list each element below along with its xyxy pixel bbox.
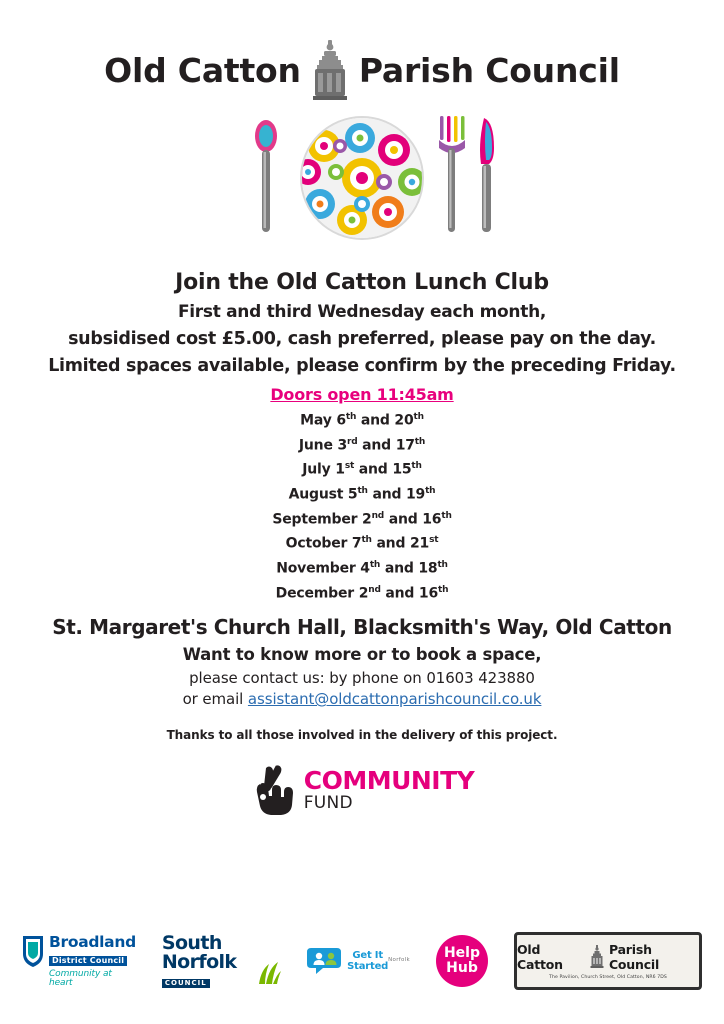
cost-line: subsidised cost £5.00, cash preferred, please pay on the day.: [68, 329, 656, 349]
date-month: May: [300, 412, 332, 429]
date-suffix-2: st: [429, 535, 439, 546]
doors-open-line: Doors open 11:45am: [270, 385, 454, 404]
logo-text-left: Old Catton: [104, 50, 301, 90]
schedule-line: First and third Wednesday each month,: [177, 302, 547, 322]
thanks-line: Thanks to all those involved in the delivery of this project.: [166, 728, 558, 743]
date-suffix-1: th: [361, 535, 372, 546]
community-fund-wordmark: [304, 768, 475, 812]
parish-sign-subtitle: The Pavilion, Church Street, Old Catton, NR6 7DS: [549, 975, 667, 980]
contact-phone-line: please contact us: by phone on 01603 423880: [189, 669, 535, 688]
help-hub-line2: Hub: [446, 960, 478, 976]
old-catton-parish-sign: [514, 932, 702, 990]
date-day-1: 4: [360, 560, 370, 577]
date-suffix-1: rd: [346, 436, 358, 447]
get-it-started-subtitle: Norfolk: [388, 957, 410, 964]
date-suffix-2: th: [411, 461, 422, 472]
lunch-graphic: [0, 108, 724, 248]
date-conjunction: and: [376, 535, 406, 552]
date-month: July: [302, 461, 331, 478]
date-month: August: [288, 486, 344, 503]
date-conjunction: and: [384, 560, 414, 577]
crossed-fingers-lottery-icon: [250, 764, 296, 816]
date-suffix-1: nd: [368, 584, 381, 595]
date-conjunction: and: [362, 437, 391, 454]
parish-sign-inner: [517, 942, 699, 972]
south-norfolk-name: South Norfolk: [161, 932, 237, 973]
date-suffix-2: th: [437, 559, 448, 570]
date-conjunction: and: [385, 585, 415, 602]
date-suffix-2: th: [441, 510, 452, 521]
community-fund-line1: COMMUNITY: [303, 766, 475, 796]
date-day-2: 20: [394, 412, 414, 429]
date-suffix-1: th: [357, 485, 368, 496]
date-day-1: 1: [335, 461, 345, 478]
date-day-2: 18: [418, 560, 438, 577]
date-day-1: 2: [358, 585, 369, 602]
community-fund-line2: FUND: [303, 793, 353, 814]
shield-icon: [22, 934, 44, 968]
date-day-1: 3: [337, 437, 347, 454]
help-hub-badge: [436, 935, 488, 987]
get-it-started-logo: [307, 946, 410, 976]
date-suffix-2: th: [438, 584, 449, 595]
fork-icon: [439, 116, 465, 232]
date-suffix-2: th: [413, 412, 424, 422]
poster-body: [0, 270, 724, 742]
date-row: [18, 560, 706, 577]
broadland-district-council-logo: [22, 934, 136, 989]
dates-list: [18, 412, 706, 601]
south-norfolk-subtitle: COUNCIL: [162, 979, 210, 988]
date-row: [18, 437, 706, 454]
logo-text-right: Parish Council: [358, 50, 620, 90]
date-day-1: 7: [351, 535, 362, 552]
broadland-subtitle: District Council: [49, 956, 127, 966]
venue-line: St. Margaret's Church Hall, Blacksmith's Way, Old Catton: [52, 615, 672, 640]
email-prefix: or email: [182, 690, 248, 709]
south-norfolk-council-logo: [162, 934, 281, 988]
contact-email-line: [18, 690, 706, 708]
date-month: September: [272, 511, 358, 528]
date-suffix-1: nd: [371, 510, 385, 521]
poster-header: [0, 0, 724, 248]
date-row: [18, 511, 706, 528]
date-month: June: [298, 437, 333, 454]
date-day-2: 15: [392, 461, 412, 478]
date-conjunction: and: [360, 412, 390, 429]
date-day-2: 16: [422, 511, 442, 528]
date-day-1: 5: [347, 486, 358, 503]
date-conjunction: and: [388, 511, 418, 528]
church-tower-icon: [589, 945, 605, 969]
date-month: December: [275, 585, 354, 602]
parish-council-logo: [0, 38, 724, 102]
get-it-started-name: Get It Started: [347, 950, 389, 972]
date-month: November: [276, 560, 356, 577]
date-day-2: 17: [395, 437, 415, 454]
date-day-2: 16: [418, 585, 438, 602]
speech-bubble-people-icon: [307, 946, 347, 976]
date-row: [18, 486, 706, 503]
date-row: [18, 585, 706, 602]
want-to-know-line: Want to know more or to book a space,: [182, 645, 542, 665]
broadland-wordmark: [49, 934, 136, 989]
date-day-1: 6: [336, 412, 346, 429]
spoon-icon: [255, 120, 277, 232]
date-suffix-1: th: [369, 559, 381, 570]
community-fund-logo: [0, 764, 724, 816]
help-hub-logo: [436, 935, 488, 987]
date-row: [18, 461, 706, 478]
footer-logos: [0, 932, 724, 990]
date-conjunction: and: [372, 486, 402, 503]
date-suffix-1: st: [344, 461, 355, 472]
email-link[interactable]: assistant@oldcattonparishcouncil.co.uk: [247, 690, 542, 709]
date-conjunction: and: [358, 461, 388, 478]
date-day-2: 21: [409, 535, 430, 552]
south-norfolk-wordmark: [162, 934, 252, 988]
leaves-icon: [255, 958, 281, 988]
date-day-2: 19: [405, 486, 426, 503]
parish-sign-right: Parish Council: [608, 942, 660, 972]
church-tower-icon: [307, 38, 353, 102]
broadland-name: Broadland: [49, 932, 136, 951]
date-row: [18, 535, 706, 552]
date-suffix-2: th: [425, 485, 436, 496]
date-suffix-1: th: [345, 412, 357, 422]
knife-icon: [480, 118, 494, 232]
spaces-line: Limited spaces available, please confirm by the preceding Friday.: [48, 356, 676, 376]
poster-title: Join the Old Catton Lunch Club: [175, 270, 549, 295]
parish-sign-plate: [514, 932, 702, 990]
date-day-1: 2: [362, 511, 372, 528]
date-row: [18, 412, 706, 429]
broadland-tagline: Community at heart: [49, 968, 112, 989]
date-month: October: [285, 535, 348, 552]
help-hub-line1: Help: [443, 945, 481, 962]
date-suffix-2: th: [414, 436, 426, 447]
parish-sign-left: Old Catton: [517, 942, 563, 972]
